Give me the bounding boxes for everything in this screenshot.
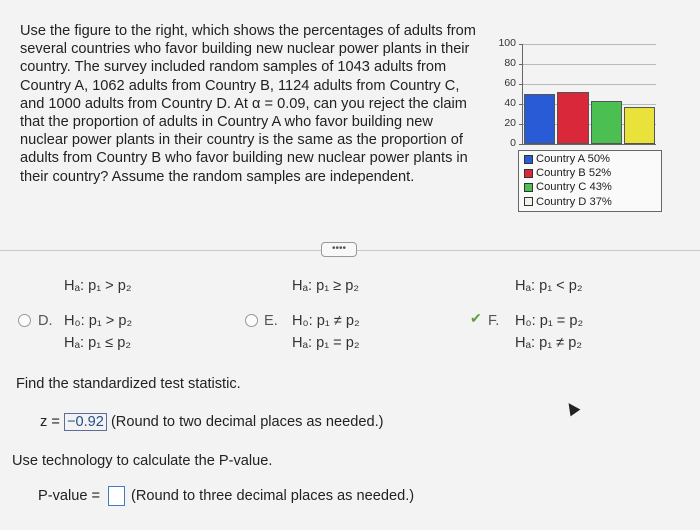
question-line: Country A, 1062 adults from Country B, 1124 adults from Country C, [20, 77, 460, 94]
y-tick-label: 100 [498, 37, 516, 49]
bar-country-c [591, 101, 622, 144]
legend-swatch [524, 197, 533, 206]
legend-item [524, 152, 661, 166]
legend-item [524, 180, 661, 194]
option-d-ha: Hₐ: p₁ ≤ p₂ [64, 335, 132, 351]
y-axis-line [522, 44, 523, 144]
gridline [522, 64, 656, 65]
y-tick-label: 40 [504, 97, 516, 109]
option-a-ha: Hₐ: p₁ > p₂ [64, 278, 132, 294]
question-line: several countries who favor building new nuclear power plants in their [20, 41, 470, 58]
question-line: nuclear power plants in their country is the same as the proportion of [20, 132, 463, 149]
option-e-radio[interactable] [245, 314, 258, 327]
question-line: Use the figure to the right, which shows the percentages of adults from [20, 23, 476, 39]
question-text [20, 22, 490, 186]
legend-swatch [524, 169, 533, 178]
legend-item [524, 166, 661, 180]
option-e-letter[interactable]: E. [264, 313, 278, 329]
legend-label: Country A 50% [536, 153, 611, 165]
legend-swatch [524, 155, 533, 164]
option-f-h0: H₀: p₁ = p₂ [515, 313, 584, 329]
bar-country-a [524, 94, 555, 144]
legend-label: Country B 52% [536, 167, 612, 180]
option-c-ha: Hₐ: p₁ < p₂ [515, 278, 583, 294]
bar-country-d [624, 107, 655, 144]
question-line: adults from Country B who favor building new nuclear power plants in [20, 150, 468, 167]
z-note: (Round to two decimal places as needed.) [110, 414, 384, 430]
pvalue-prompt: Use technology to calculate the P-value. [12, 453, 273, 469]
question-line: country. The survey included random samples of 1043 adults from [20, 59, 447, 76]
option-d-letter[interactable]: D. [38, 313, 53, 329]
chart-legend [518, 150, 662, 212]
gridline [522, 84, 656, 85]
pvalue-note: (Round to three decimal places as needed.) [131, 488, 415, 504]
gridline [522, 44, 656, 45]
z-label: z = [40, 414, 60, 430]
legend-item [524, 195, 661, 209]
y-tick-label: 20 [504, 117, 516, 129]
option-d-radio[interactable] [18, 314, 31, 327]
z-statistic-line [40, 414, 384, 430]
statistic-prompt: Find the standardized test statistic. [16, 376, 241, 392]
x-axis-line [522, 144, 656, 145]
option-b-ha: Hₐ: p₁ ≥ p₂ [292, 278, 360, 294]
z-answer[interactable]: −0.92 [64, 413, 107, 431]
checkmark-icon[interactable]: ✔ [470, 310, 482, 326]
option-f-ha: Hₐ: p₁ ≠ p₂ [515, 335, 583, 351]
pvalue-input[interactable] [108, 486, 125, 506]
question-line: and 1000 adults from Country D. At α = 0.09, can you reject the claim [20, 95, 467, 112]
legend-swatch [524, 183, 533, 192]
pvalue-label: P-value = [38, 488, 101, 504]
y-tick-label: 60 [504, 77, 516, 89]
legend-label: Country D 37% [536, 195, 612, 208]
mouse-cursor-icon [564, 400, 581, 417]
question-line: that the proportion of adults in Country A who favor building new [20, 114, 433, 131]
expand-button[interactable]: •••• [321, 242, 357, 257]
y-tick-label: 0 [510, 137, 516, 149]
y-tick-label: 80 [504, 57, 516, 69]
legend-label: Country C 43% [536, 181, 612, 194]
option-f-letter[interactable]: F. [488, 313, 500, 329]
option-d-h0: H₀: p₁ > p₂ [64, 313, 133, 329]
option-e-h0: H₀: p₁ ≠ p₂ [292, 313, 360, 329]
question-line: their country? Assume the random samples are independent. [20, 168, 415, 185]
option-e-ha: Hₐ: p₁ = p₂ [292, 335, 360, 351]
bar-country-b [557, 92, 588, 144]
